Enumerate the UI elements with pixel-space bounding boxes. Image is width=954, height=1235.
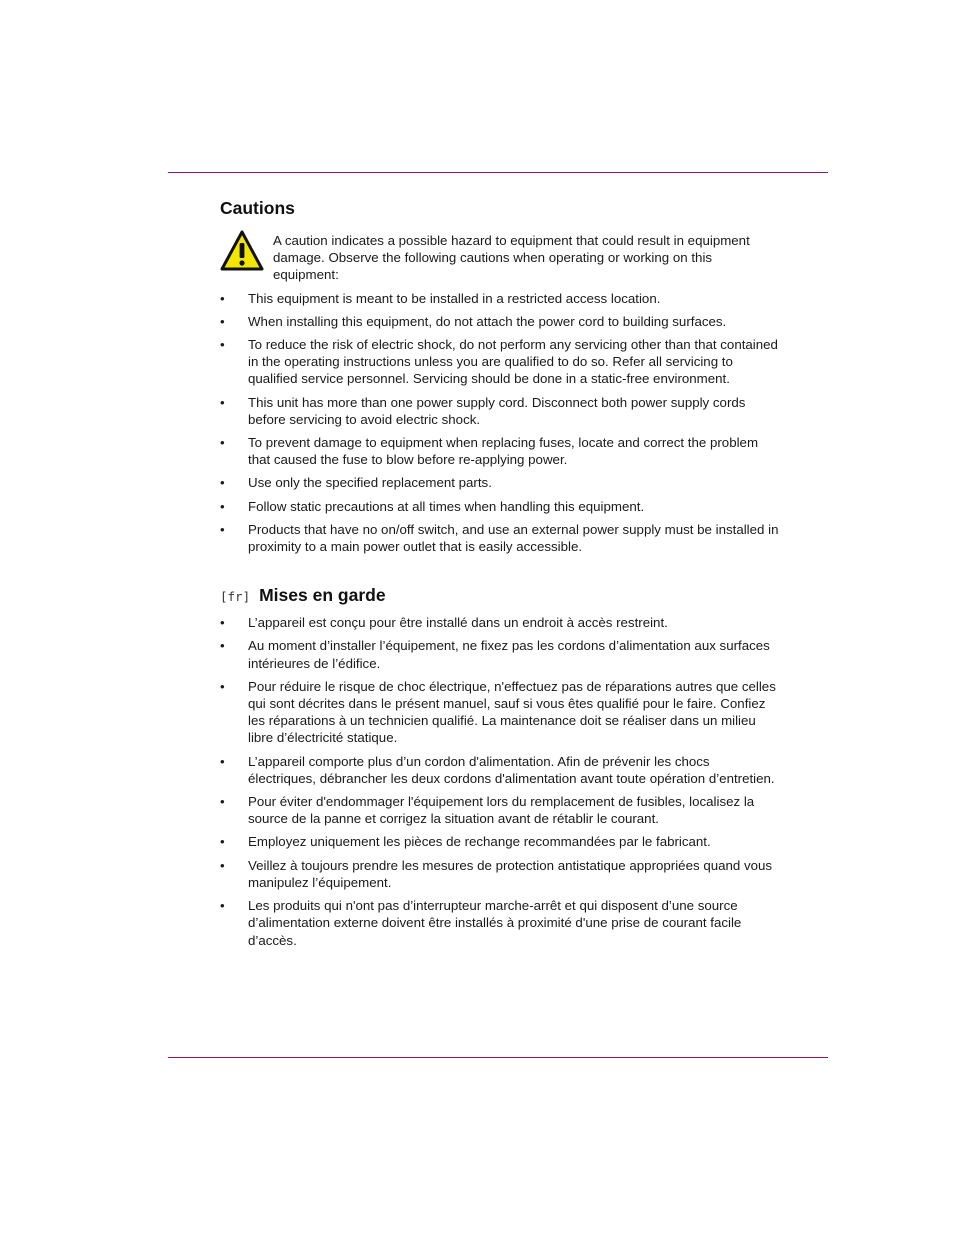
cautions-heading: Cautions <box>220 198 295 218</box>
list-item-text: Au moment d’installer l’équipement, ne fixez pas les cordons d’alimentation aux surfaces intérieures de l’édifice. <box>248 638 770 671</box>
list-item-text: To reduce the risk of electric shock, do not perform any servicing other than that contained in the operating instructions unless you are qualified to do so. Refer all servicing to qualified service personnel. Servicing should be done in a static-free environment. <box>248 337 778 387</box>
list-item <box>220 521 780 555</box>
list-item-text: This unit has more than one power supply cord. Disconnect both power supply cords before servicing to avoid electric shock. <box>248 394 746 427</box>
list-item-text: Products that have no on/off switch, and use an external power supply must be installed in proximity to a main power outlet that is easily accessible. <box>248 521 779 555</box>
warning-triangle-icon <box>220 230 264 272</box>
list-item-text: Use only the specified replacement parts. <box>248 475 492 491</box>
list-item <box>220 474 780 491</box>
cautions-list <box>220 290 780 556</box>
bullet: • <box>220 290 225 306</box>
list-item-text: L’appareil est conçu pour être installé dans un endroit à accès restreint. <box>248 615 668 631</box>
list-item <box>220 498 780 515</box>
list-item <box>220 336 780 388</box>
bullet: • <box>220 834 225 850</box>
list-item <box>220 678 780 747</box>
list-item <box>220 753 780 787</box>
bullet: • <box>220 498 225 514</box>
list-item <box>220 614 780 631</box>
list-item-text: When installing this equipment, do not attach the power cord to building surfaces. <box>248 313 727 329</box>
footer-rule <box>168 1057 828 1058</box>
list-item-text: Les produits qui n'ont pas d’interrupteur marche-arrêt et qui disposent d’une source d’alimentation externe doivent être installés à proximité d'une prise de courant facile d’accès. <box>248 898 742 948</box>
bullet: • <box>220 898 225 914</box>
list-item-text: L’appareil comporte plus d’un cordon d'alimentation. Afin de prévenir les chocs électriques, débrancher les deux cordons d'alimentation avant toute opération d’entretien. <box>248 753 775 786</box>
list-item-text: This equipment is meant to be installed in a restricted access location. <box>248 290 661 306</box>
list-item <box>220 793 780 827</box>
list-item <box>220 833 780 850</box>
mises-en-garde-list <box>220 614 780 948</box>
list-item-text: Pour éviter d'endommager l'équipement lors du remplacement de fusibles, localisez la source de la panne et corrigez la situation avant de rétablir le courant. <box>248 794 755 827</box>
list-item-text: Veillez à toujours prendre les mesures de protection antistatique appropriées quand vous manipulez l’équipement. <box>248 857 773 890</box>
header-rule <box>168 172 828 173</box>
bullet: • <box>220 435 225 451</box>
list-item <box>220 290 780 307</box>
bullet: • <box>220 753 225 769</box>
caution-notice <box>220 232 780 284</box>
bullet: • <box>220 615 225 631</box>
caution-intro: A caution indicates a possible hazard to equipment that could result in equipment damage. Observe the following cautions when operating or working on this equipment: <box>273 233 750 283</box>
bullet: • <box>220 475 225 491</box>
language-tag: [fr] <box>220 589 251 605</box>
list-item <box>220 394 780 428</box>
list-item <box>220 857 780 891</box>
bullet: • <box>220 337 225 353</box>
bullet: • <box>220 394 225 410</box>
list-item <box>220 313 780 330</box>
list-item <box>220 434 780 468</box>
list-item <box>220 897 780 949</box>
bullet: • <box>220 638 225 654</box>
mises-en-garde-heading-row <box>220 583 780 607</box>
mises-en-garde-heading: Mises en garde <box>259 585 386 606</box>
bullet: • <box>220 313 225 329</box>
list-item-text: Employez uniquement les pièces de rechange recommandées par le fabricant. <box>248 834 711 850</box>
list-item-text: To prevent damage to equipment when replacing fuses, locate and correct the problem that caused the fuse to blow before re-applying power. <box>248 435 759 468</box>
bullet: • <box>220 678 225 694</box>
list-item <box>220 637 780 671</box>
bullet: • <box>220 794 225 810</box>
list-item-text: Follow static precautions at all times when handling this equipment. <box>248 498 645 514</box>
bullet: • <box>220 521 225 537</box>
bullet: • <box>220 857 225 873</box>
page-content <box>220 196 780 949</box>
list-item-text: Pour réduire le risque de choc électrique, n'effectuez pas de réparations autres que celles qui sont décrites dans le présent manuel, sauf si vous êtes qualifié pour le faire. Confiez les réparations à un technicien qualifié. La maintenance doit se réaliser dans un milieu libre d’électricité statique. <box>248 678 776 746</box>
